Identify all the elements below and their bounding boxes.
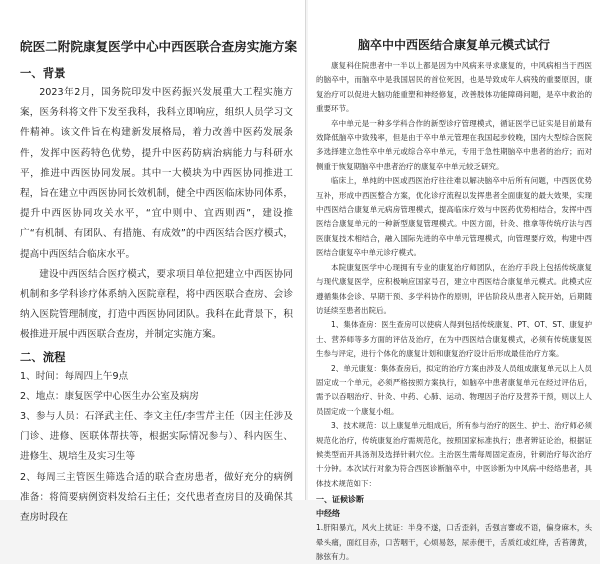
paragraph-unit-rehab: 2、单元康复：集体查房后，拟定的治疗方案由涉及人员组成康复单元以上人员固定成一个单元，必须严格按照方案执行，如脑卒中患者康复单元在经过评估后，需予以吞咽治疗、针灸、中药、心肺、运动、物理因子治疗及营养干预，则以上人员固定成一个康复小组。 xyxy=(316,363,592,416)
document-page-right xyxy=(308,0,600,561)
paragraph-collective-rounds: 1、集体查房：医生查房可以使病人得到包括传统康复、PT、OT、ST、康复护士、营养师等多方面的评估及治疗，在为中西医结合康复模式，必须有传统康复医生参与评定，进行个体化的康复计划和康复治疗设计后形成最佳治疗方案。 xyxy=(316,320,592,359)
section-heading-process: 二、流程 xyxy=(20,349,66,364)
paragraph-intro: 康复科住院患者中一半以上都是因为中风病来寻求康复的，中风病相当于西医的脑卒中，而脑卒中是我国居民的首位死因，也是导致成年人病残的重要原因，康复治疗可以促进大脑功能重塑和神经修复，改善肢体功能障碍问题，是卒中救治的重要环节。 xyxy=(316,61,592,114)
paragraph-integration: 临床上，单纯的中医或西医治疗往往难以解决脑卒中后所有问题，中西医优势互补，形成中西医整合方案，优化诊疗流程以发挥患者全面康复的最大效果，实现中西医结合康复单元病房管理模式，提高临床疗效与中医药优势相结合，发挥中西医结合康复单元的一种新型康复管理模式。中医方面，针灸、推拿等传统疗法与西医康复技术相结合，融入国际先进的卒中单元管理模式，向管理要疗效，构建中西医结合康复卒中单元诊疗模式。 xyxy=(316,176,592,258)
process-item-weekly: 2、每周三主管医生筛选合适的联合查房患者，做好充分的病例准备：将简要病例资料发给石主任；交代患者查房目的及确保其查房时段在 xyxy=(20,471,293,524)
process-item-location: 2、地点：康复医学中心医生办公室及病房 xyxy=(20,390,199,402)
paragraph-background-1: 2023年2月，国务院印发中医药振兴发展重大工程实施方案，医务科将文件下发至我科，我科立即响应，组织人员学习文件精神。该文件旨在构建新发展格局，着力改善中医药发展条件，发挥中医药特色优势，提升中医药防病治病能力与科研水平，推进中西医协同发展。其中一大模块为中西医协同推进工程，旨在建立中西医协同长效机制，健全中西医临床协同体系，提升中西医协同攻关水平，“宜中则中、宜西则西”，建设推广“有机制、有团队、有措施、有成效”的中西医结合医疗模式，提高中西医结合临床水平。 xyxy=(20,87,293,260)
paragraph-principles: 本院康复医学中心现拥有专业的康复治疗师团队，在治疗手段上包括传统康复与现代康复医学，应积极响应国家号召，建立中西医结合康复单元模式。此模式应遵循集体会诊、早期干预、多学科协作的原则，评估阶段从患者入院开始，后期随访延续至患者出院后。 xyxy=(316,262,592,315)
paragraph-background-2: 建设中西医结合医疗模式，要求项目单位把建立中西医协同机制和多学科诊疗体系纳入医院章程，将中西医联合查房、会诊纳入医院管理制度，打造中西医协同团队。我科在此背景下，积极推进开展中西医联合查房，并制定实施方案。 xyxy=(20,268,293,341)
paragraph-stroke-unit: 卒中单元是一种多学科合作的新型诊疗管理模式，循证医学已证实是目前最有效降低脑卒中致残率，但是由于卒中单元管理在我国起步较晚，国内大型综合医院多选择建立急性卒中单元或综合卒中单元，专用于急性期脑卒中患者的治疗；而对侧重于恢复期脑卒中患者治疗的康复卒中单元较乏研究。 xyxy=(316,118,592,171)
document-page-left xyxy=(0,0,306,524)
section-heading-diagnosis: 一、证候诊断 xyxy=(316,495,364,505)
process-item-time: 1、时间：每周四上午9点 xyxy=(20,370,129,382)
document-title-right: 脑卒中中西医结合康复单元模式试行 xyxy=(357,38,550,52)
process-item-participants: 3、参与人员：石泽武主任、李文主任/李雪芹主任（因主任涉及门诊、进修、医联体帮扶等，根据实际情况参与）、科内医生、进修生、规培生及实习生等 xyxy=(20,411,293,463)
document-title-left: 皖医二附院康复医学中心中西医联合查房实施方案 xyxy=(20,39,298,54)
paragraph-tech-spec: 3、技术规范：以上康复单元组成后，所有参与治疗的医生、护士、治疗师必须规范化治疗，传统康复治疗需规范化，按照国家标准执行；患者辨证论治，根据证候类型而开具汤剂及选择针刺穴位。主治医生需每周固定查房，针刺治疗每次治疗十分钟。本次试行对象为符合西医诊断脑卒中，中医诊断为中风病-中经络患者，具体技术规范如下： xyxy=(316,421,592,488)
subheading-meridian: 中经络 xyxy=(316,509,340,519)
section-heading-background: 一、背景 xyxy=(20,66,66,80)
paragraph-syndrome-1: 1.肝阳暴亢，风火上扰证：半身不遂，口舌歪斜，舌强言謇或不语，偏身麻木，头晕头痛，面红目赤，口苦咽干，心烦易怒，尿赤便干，舌质红或红绛，舌苔薄黄，脉弦有力。 xyxy=(316,523,592,561)
